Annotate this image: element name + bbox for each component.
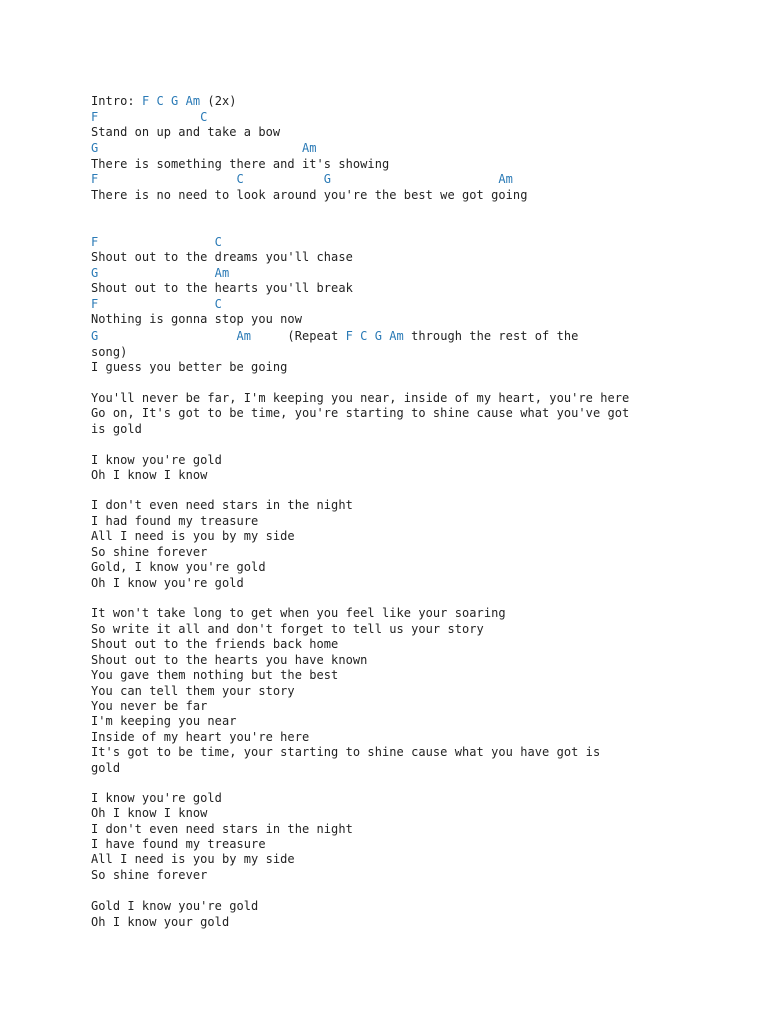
lyric-line: [91, 637, 338, 651]
lyric-line: [91, 453, 222, 467]
chord-label: G Am: [91, 329, 252, 343]
lyric-text: Intro:: [91, 94, 142, 108]
lyric-line: [91, 312, 302, 326]
lyric-text: I guess you better be going: [91, 360, 288, 374]
lyric-line: [91, 125, 280, 139]
lyric-text: It's got to be time, your starting to shine cause what you have got is: [91, 745, 601, 759]
lyric-line: [91, 345, 127, 359]
lyric-text: You gave them nothing but the best: [91, 668, 339, 682]
lyric-line: [91, 806, 207, 820]
lyric-line: [91, 545, 207, 559]
lyric-line: [91, 406, 629, 420]
lyric-text: Oh I know you're gold: [91, 576, 244, 590]
chord-label: F C: [91, 297, 222, 311]
lyric-text: So shine forever: [91, 868, 208, 882]
lyric-text: I know you're gold: [91, 453, 222, 467]
lyric-line: [91, 560, 266, 574]
lyric-text: There is something there and it's showing: [91, 157, 390, 171]
lyric-text: You can tell them your story: [91, 684, 295, 698]
lyric-text: I had found my treasure: [91, 514, 259, 528]
lyric-text: (Repeat: [251, 329, 346, 343]
lyric-line: [91, 514, 258, 528]
lyric-line: [91, 622, 484, 636]
lyric-line: [91, 730, 309, 744]
lyric-line: [91, 576, 244, 590]
lyric-text: Oh I know I know: [91, 468, 208, 482]
lyric-text: song): [91, 345, 128, 359]
lyric-text: You never be far: [91, 699, 208, 713]
lyric-text: Go on, It's got to be time, you're starting to shine cause what you've got: [91, 406, 630, 420]
lyric-line: [91, 498, 353, 512]
lyric-text: Gold, I know you're gold: [91, 560, 266, 574]
lyric-line: [91, 281, 353, 295]
lyric-text: I know you're gold: [91, 791, 222, 805]
lyric-line: [91, 235, 222, 249]
lyric-text: I don't even need stars in the night: [91, 498, 353, 512]
lyric-text: Shout out to the friends back home: [91, 637, 339, 651]
lyric-text: I'm keeping you near: [91, 714, 237, 728]
lyric-text: Nothing is gonna stop you now: [91, 312, 302, 326]
lyric-line: [91, 391, 629, 405]
lyric-line: [91, 329, 578, 343]
lyric-text: So shine forever: [91, 545, 208, 559]
chord-label: F C G Am: [141, 94, 201, 108]
lyric-line: [91, 761, 120, 775]
lyric-line: [91, 141, 317, 155]
chord-label: G Am: [91, 141, 317, 155]
lyric-line: [91, 297, 222, 311]
lyric-line: [91, 266, 229, 280]
lyric-line: [91, 791, 222, 805]
lyric-line: [91, 188, 527, 202]
lyric-line: [91, 899, 258, 913]
lyric-text: gold: [91, 761, 121, 775]
lyric-text: It won't take long to get when you feel like your soaring: [91, 606, 506, 620]
lyric-text: Shout out to the hearts you have known: [91, 653, 368, 667]
chord-label: F C: [91, 110, 208, 124]
lyric-line: [91, 172, 513, 186]
lyric-text: So write it all and don't forget to tell us your story: [91, 622, 484, 636]
lyric-line: [91, 606, 506, 620]
lyric-text: Shout out to the hearts you'll break: [91, 281, 353, 295]
lyric-text: All I need is you by my side: [91, 529, 295, 543]
lyric-line: [91, 94, 237, 108]
lyric-text: You'll never be far, I'm keeping you near, inside of my heart, you're here: [91, 391, 630, 405]
lyric-line: [91, 915, 229, 929]
chord-label: F C G Am: [91, 172, 513, 186]
chord-label: F C G Am: [345, 329, 404, 343]
lyric-line: [91, 468, 207, 482]
lyric-line: [91, 360, 287, 374]
lyric-line: [91, 110, 207, 124]
lyric-text: I don't even need stars in the night: [91, 822, 353, 836]
lyric-line: [91, 250, 353, 264]
lyric-text: There is no need to look around you're the best we got going: [91, 188, 528, 202]
lyric-text: through the rest of the: [403, 329, 579, 343]
lyric-line: [91, 668, 338, 682]
lyric-text: Oh I know your gold: [91, 915, 230, 929]
lyric-line: [91, 653, 367, 667]
lyric-text: I have found my treasure: [91, 837, 266, 851]
lyric-line: [91, 529, 295, 543]
lyric-line: [91, 699, 207, 713]
lyric-text: Gold I know you're gold: [91, 899, 259, 913]
lyric-text: (2x): [200, 94, 237, 108]
lyric-text: All I need is you by my side: [91, 852, 295, 866]
lyric-line: [91, 422, 142, 436]
lyric-text: Inside of my heart you're here: [91, 730, 310, 744]
lyric-text: Oh I know I know: [91, 806, 208, 820]
lyric-text: Shout out to the dreams you'll chase: [91, 250, 353, 264]
lyric-line: [91, 714, 237, 728]
chord-label: F C: [91, 235, 222, 249]
lyric-line: [91, 868, 207, 882]
lyric-line: [91, 157, 389, 171]
lyric-text: is gold: [91, 422, 142, 436]
lyric-line: [91, 684, 295, 698]
lyric-text: Stand on up and take a bow: [91, 125, 281, 139]
lyric-line: [91, 837, 266, 851]
lyric-line: [91, 852, 295, 866]
chord-label: G Am: [91, 266, 230, 280]
lyric-line: [91, 745, 600, 759]
lyric-line: [91, 822, 353, 836]
